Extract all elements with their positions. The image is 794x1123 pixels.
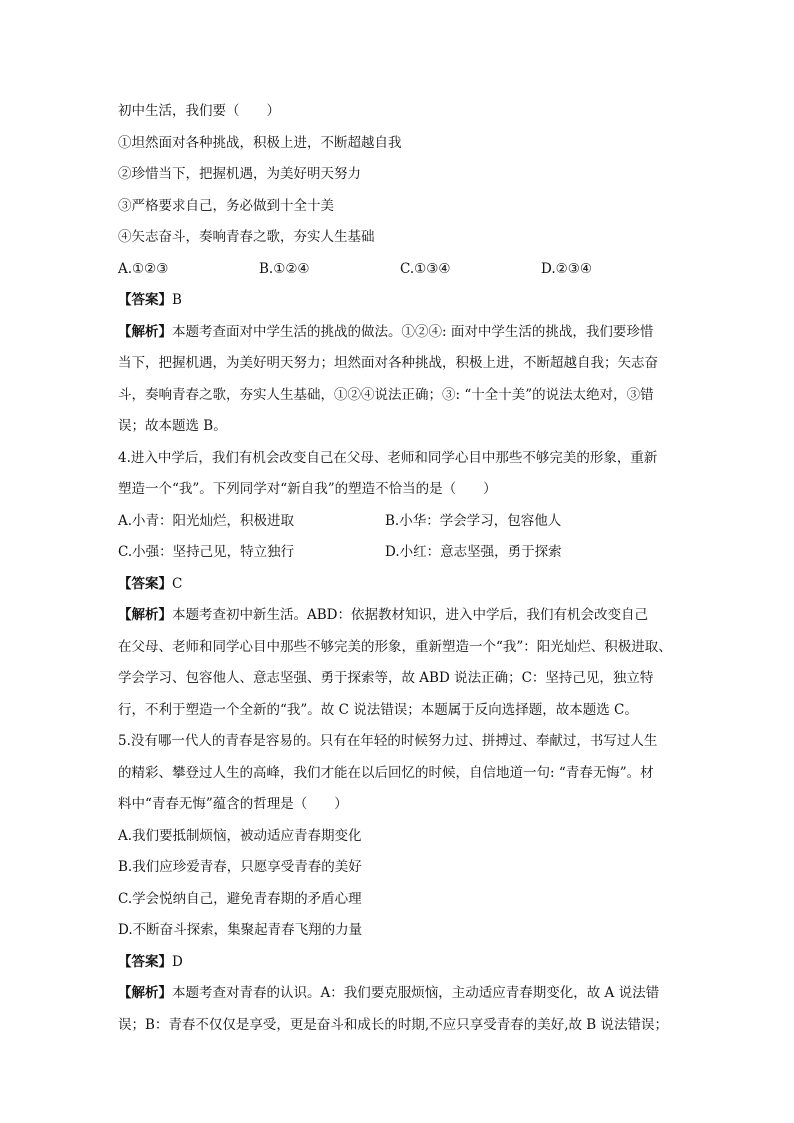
answer-tag: 【答案】 (118, 292, 172, 308)
answer-options (118, 537, 683, 569)
option-c: C.学会悦纳自己，避免青春期的矛盾心理 (118, 890, 362, 907)
analysis-line: 【解析】本题考查面对中学生活的挑战的做法。①②④: 面对中学生活的挑战，我们要珍惜 (118, 323, 654, 340)
answer-value: B (172, 292, 182, 308)
question-stem: 料中“青春无悔”蕴含的哲理是（ ） (118, 796, 348, 812)
option-d: D.不断奋斗探索，集聚起青春飞翔的力量 (118, 922, 363, 938)
option-d: D.小红：意志坚强，勇于探索 (385, 544, 562, 560)
answer-line (118, 947, 683, 979)
question-stem: 4.进入中学后，我们有机会改变自己在父母、老师和同学心目中那些不够完美的形象，重新 (118, 449, 658, 466)
analysis-line: 误；故本题选 B。 (118, 418, 227, 434)
question-stem: 初中生活，我们要（ ） (118, 103, 280, 119)
analysis-tag: 【解析】 (118, 323, 172, 340)
answer-tag: 【答案】 (118, 953, 172, 970)
answer-line (118, 285, 683, 317)
answer-options (118, 254, 683, 286)
option-c: C.①③④ (400, 260, 451, 277)
statement-3: ③严格要求自己，务必做到十全十美 (118, 197, 334, 214)
statement-1: ①坦然面对各种挑战，积极上进，不断超越自我 (118, 134, 402, 151)
answer-value: D (172, 953, 183, 970)
analysis (118, 978, 683, 1041)
option-c: C.小强：坚持己见，特立独行 (118, 544, 295, 560)
analysis-line: 【解析】本题考查初中新生活。ABD：依据教材知识，进入中学后，我们有机会改变自己 (118, 607, 648, 623)
answer-tag: 【答案】 (118, 575, 172, 592)
option-a: A.我们要抵制烦恼，被动适应青春期变化 (118, 827, 362, 844)
option-d: D.②③④ (541, 260, 592, 277)
option-a: A.①②③ (118, 260, 169, 277)
analysis (118, 600, 683, 726)
question-stem: 的精彩、攀登过人生的高峰，我们才能在以后回忆的时候，自信地道一句: “青春无悔”。材 (118, 764, 654, 781)
answer-line (118, 569, 683, 601)
question-stem: 塑造一个“我”。下列同学对“新自我”的塑造不恰当的是（ ） (118, 481, 497, 497)
option-b: B.小华：学会学习，包容他人 (385, 512, 562, 529)
option-a: A.小青：阳光灿烂，积极进取 (118, 512, 295, 529)
question-stem: 5.没有哪一代人的青春是容易的。只有在年轻的时候努力过、拼搏过、奉献过，书写过人生 (118, 733, 658, 749)
analysis-line: 斗，奏响青春之歌，夯实人生基础，①②④说法正确；③: “十全十美”的说法太绝对，③错 (118, 386, 654, 403)
answer-value: C (172, 575, 183, 592)
answer-options (118, 506, 683, 538)
analysis-line: 【解析】本题考查对青春的认识。A：我们要克服烦恼，主动适应青春期变化，故 A 说法错 (118, 985, 660, 1001)
analysis-line: 当下，把握机遇，为美好明天努力；坦然面对各种挑战，积极上进，不断超越自我；矢志奋 (118, 355, 658, 371)
analysis-line: 误；B：青春不仅仅是享受，更是奋斗和成长的时期,不应只享受青春的美好,故 B 说法错误； (118, 1016, 669, 1033)
analysis-tag: 【解析】 (118, 607, 172, 623)
page-content (118, 96, 683, 1041)
analysis-line: 行，不利于塑造一个全新的“我”。故 C 说法错误；本题属于反向选择题，故本题选 C。 (118, 701, 638, 718)
analysis-line: 学会学习、包容他人、意志坚强、勇于探索等，故 ABD 说法正确；C：坚持己见，独立特 (118, 670, 654, 686)
option-b: B.我们应珍爱青春，只愿享受青春的美好 (118, 859, 362, 875)
analysis-tag: 【解析】 (118, 985, 172, 1001)
option-b: B.①②④ (259, 260, 310, 277)
analysis (118, 317, 683, 443)
statement-4: ④矢志奋斗，奏响青春之歌，夯实人生基础 (118, 229, 375, 245)
analysis-line: 在父母、老师和同学心目中那些不够完美的形象，重新塑造一个“我”：阳光灿烂、积极进取、 (118, 638, 672, 655)
statement-2: ②珍惜当下，把握机遇，为美好明天努力 (118, 166, 361, 182)
